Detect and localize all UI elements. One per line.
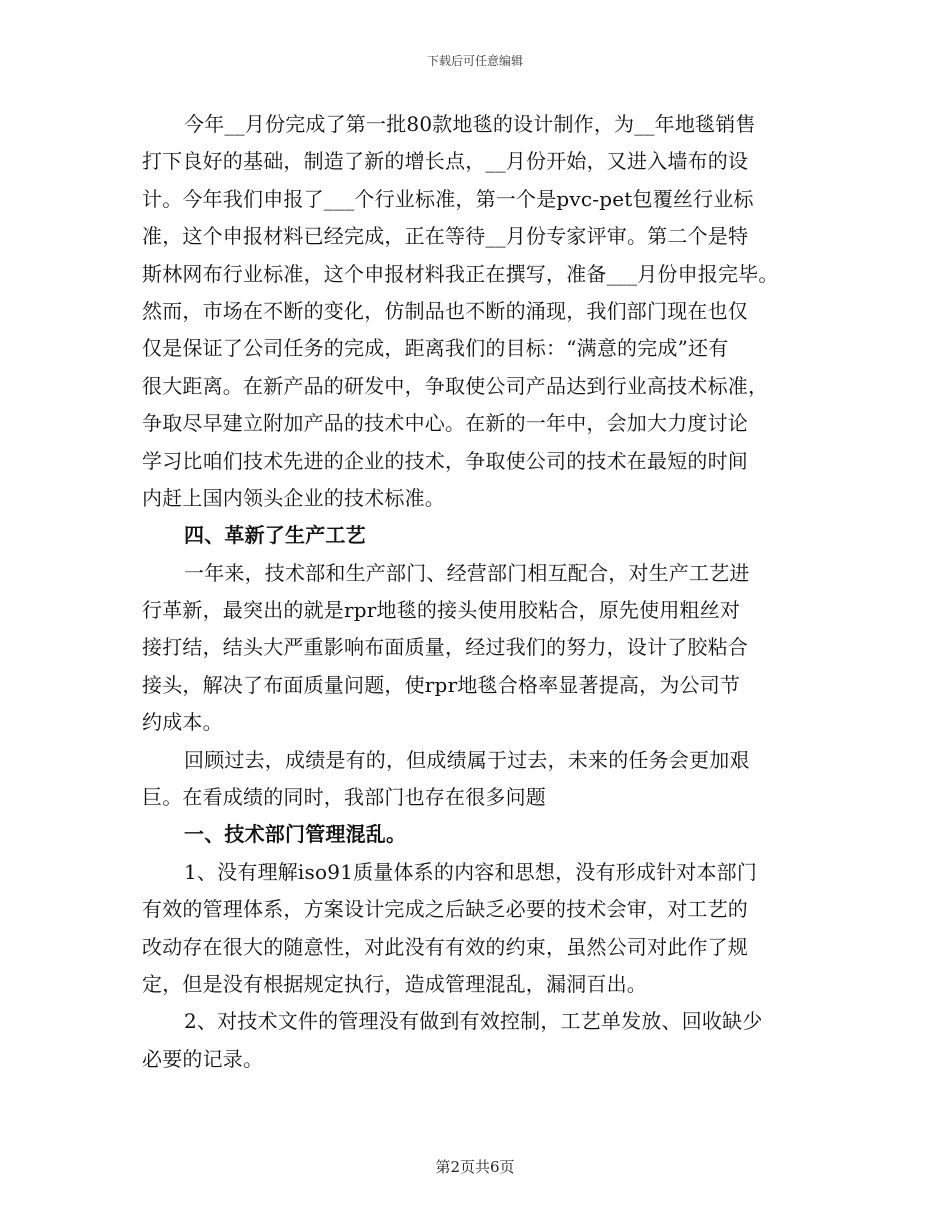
page-number: 第2页共6页 (435, 1158, 515, 1176)
text-line: 计。今年我们申报了___个行业标准，第一个是pvc-pet包覆丝行业标 (142, 186, 754, 211)
text-line: 打下良好的基础，制造了新的增长点，__月份开始，又进入墙布的设 (142, 149, 749, 174)
text-line: 很大距离。在新产品的研发中，争取使公司产品达到行业高技术标准， (142, 373, 769, 398)
text-line: 准，这个申报材料已经完成，正在等待__月份专家评审。第二个是特 (142, 224, 749, 249)
text-line: 接头，解决了布面质量问题，使rpr地毯合格率显著提高，为公司节 (142, 672, 741, 697)
text-line: 仅是保证了公司任务的完成，距离我们的目标：“满意的完成”还有 (142, 336, 729, 361)
section-heading: 四、革新了生产工艺 (184, 523, 366, 548)
text-line: 学习比咱们技术先进的企业的技术，争取使公司的技术在最短的时间 (142, 448, 748, 473)
text-line: 接打结，结头大严重影响布面质量，经过我们的努力，设计了胶粘合 (142, 635, 748, 660)
text-line: 行革新，最突出的就是rpr地毯的接头使用胶粘合，原先使用粗丝对 (142, 598, 741, 623)
text-line: 定，但是没有根据规定执行，造成管理混乱，漏洞百出。 (142, 971, 647, 996)
text-line: 2、对技术文件的管理没有做到有效控制，工艺单发放、回收缺少 (184, 1009, 763, 1034)
text-line: 1、没有理解iso91质量体系的内容和思想，没有形成针对本部门 (184, 859, 758, 884)
text-line: 改动存在很大的随意性，对此没有有效的约束，虽然公司对此作了规 (142, 934, 748, 959)
text-line: 一年来，技术部和生产部门、经营部门相互配合，对生产工艺进 (184, 560, 750, 585)
document-body (142, 106, 812, 1078)
text-line: 必要的记录。 (142, 1046, 264, 1071)
text-line: 有效的管理体系，方案设计完成之后缺乏必要的技术会审，对工艺的 (142, 897, 748, 922)
section-heading: 一、技术部门管理混乱。 (184, 822, 407, 847)
text-line: 今年__月份完成了第一批80款地毯的设计制作，为__年地毯销售 (184, 112, 756, 136)
page-header: 下载后可任意编辑 (426, 54, 523, 68)
text-line: 巨。在看成绩的同时，我部门也存在很多问题 (142, 785, 546, 810)
text-line: 斯林网布行业标准，这个申报材料我正在撰写，准备___月份申报完毕。 (142, 261, 779, 286)
text-line: 然而，市场在不断的变化，仿制品也不断的涌现，我们部门现在也仅 (142, 298, 748, 323)
text-line: 争取尽早建立附加产品的技术中心。在新的一年中，会加大力度讨论 (142, 411, 748, 436)
text-line: 回顾过去，成绩是有的，但成绩属于过去，未来的任务会更加艰 (184, 747, 750, 772)
text-line: 内赶上国内领头企业的技术标准。 (142, 485, 445, 510)
text-line: 约成本。 (142, 710, 223, 735)
